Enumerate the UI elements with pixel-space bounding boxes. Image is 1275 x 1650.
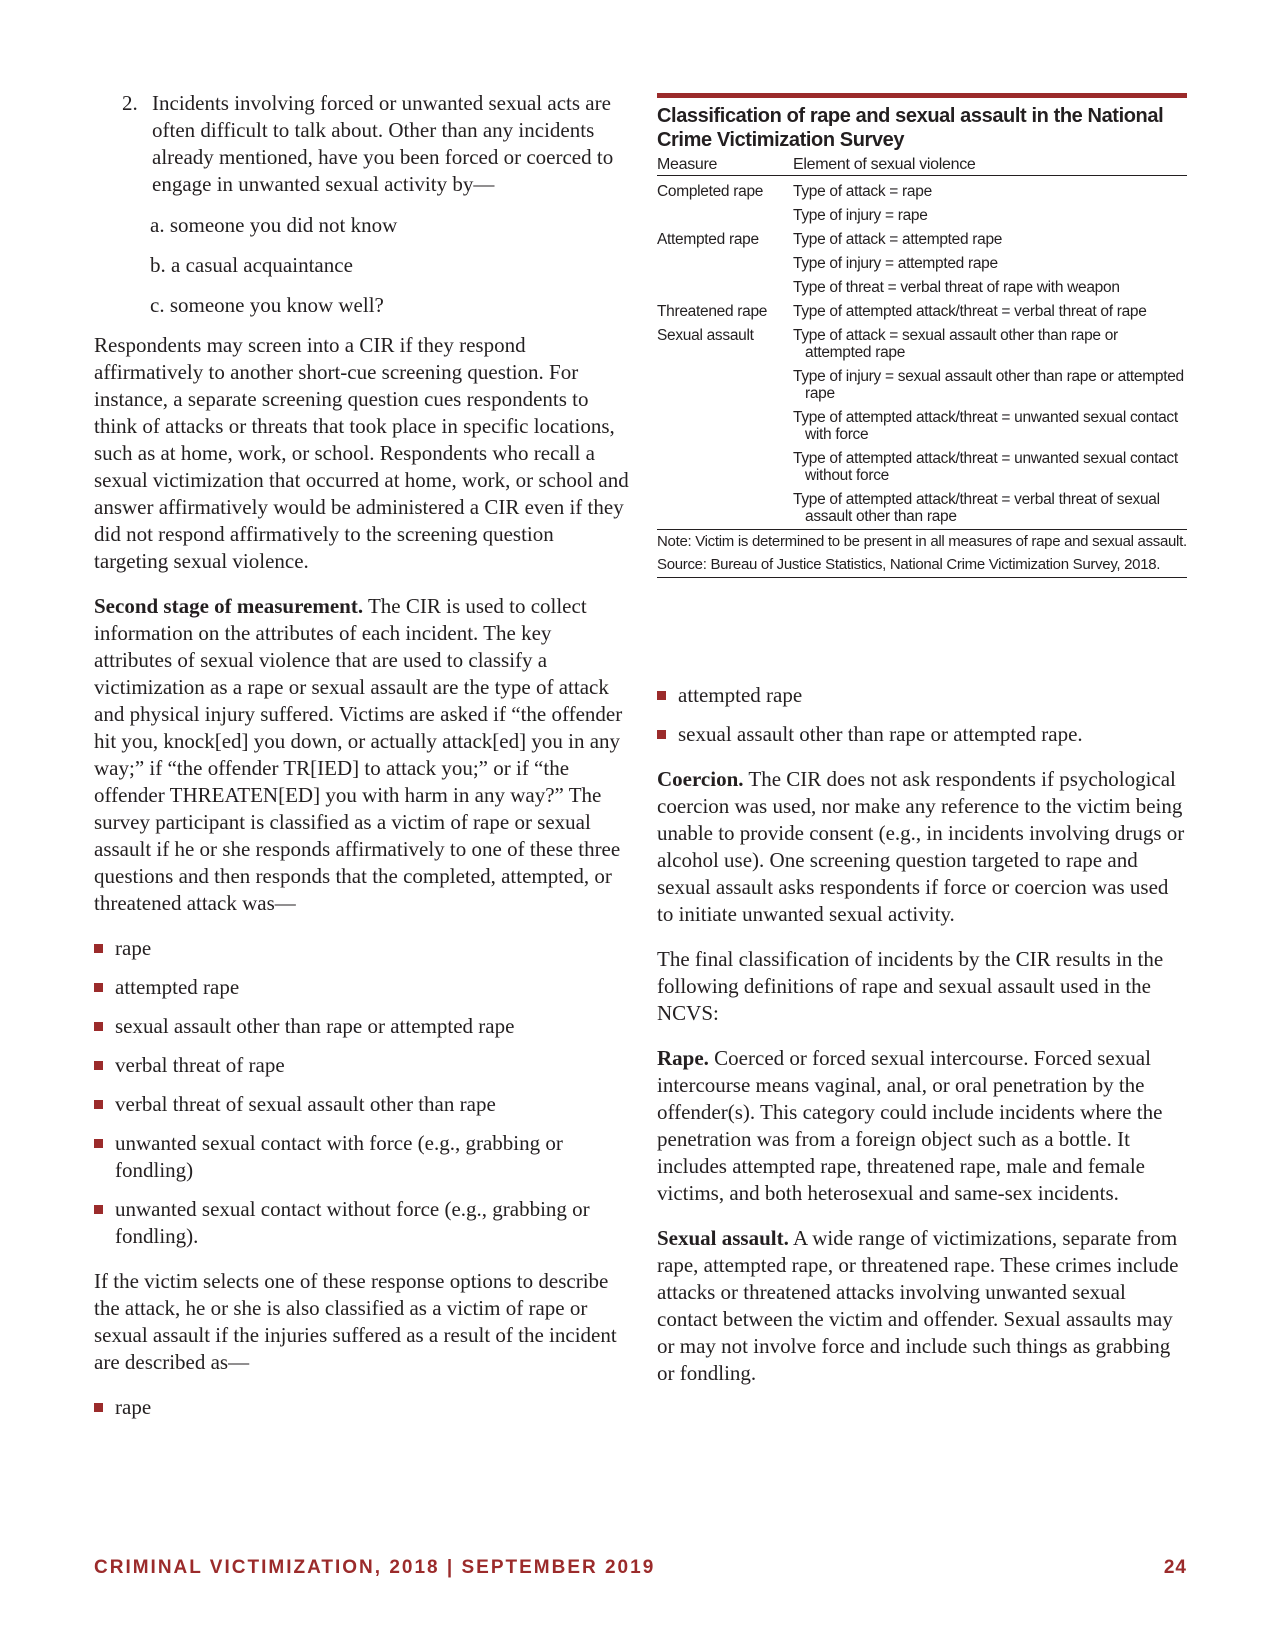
list-item: attempted rape <box>94 974 629 1001</box>
table-row <box>657 279 1187 296</box>
list-item: verbal threat of rape <box>94 1052 629 1079</box>
cell-element: Type of attack = rape <box>793 183 932 200</box>
table-header <box>657 156 1187 176</box>
paragraph-sexual-assault-definition <box>657 1225 1187 1387</box>
list-item: unwanted sexual contact without force (e.g., grabbing or fondling). <box>94 1196 629 1250</box>
question-number: 2. <box>122 91 138 115</box>
table-row <box>657 327 1187 361</box>
left-column <box>94 90 629 1439</box>
cell-measure <box>657 450 793 484</box>
cell-element: Type of injury = attempted rape <box>793 255 998 272</box>
table-note: Note: Victim is determined to be present in all measures of rape and sexual assault. <box>657 533 1187 550</box>
cell-measure: Attempted rape <box>657 231 759 248</box>
cell-element: Type of attempted attack/threat = unwanted sexual contact without force <box>793 450 1178 484</box>
option-b: b. a casual acquaintance <box>150 253 353 277</box>
list-item: sexual assault other than rape or attempted rape <box>94 1013 629 1040</box>
paragraph-injuries: If the victim selects one of these response options to describe the attack, he or she is also classified as a victim of rape or sexual assault if the injuries suffered as a result of the incident are described as— <box>94 1269 617 1374</box>
cell-measure <box>657 255 793 272</box>
table-row <box>657 183 1187 200</box>
screening-question <box>94 90 629 198</box>
cell-element: Type of attempted attack/threat = verbal threat of sexual assault other than rape <box>793 491 1160 525</box>
header-measure: Measure <box>657 156 718 173</box>
injury-type-list <box>94 1394 629 1421</box>
paragraph-coercion <box>657 766 1187 928</box>
cell-measure <box>657 279 793 296</box>
cell-measure <box>657 368 793 402</box>
option-a: a. someone you did not know <box>150 213 398 237</box>
option-c: c. someone you know well? <box>150 293 384 317</box>
table-row <box>657 409 1187 443</box>
paragraph-final-classification: The final classification of incidents by the CIR results in the following definitions of rape and sexual assault used in the NCVS: <box>657 947 1164 1025</box>
list-item: rape <box>94 1394 629 1421</box>
second-stage-text: The CIR is used to collect information on the attributes of each incident. The key attributes of sexual violence that are used to classify a victimization as a rape or sexual assault are the type of attack and physical injury suffered. Victims are asked if “the offender hit you, knock[ed] you down, or actually attack[ed] you in any way;” if “the offender TR[IED] to attack you;” or if “the offender THREATEN[ED] you with harm in any way?” The survey participant is classified as a victim of rape or sexual assault if he or she responds affirmatively to one of these three questions and then responds that the completed, attempted, or threatened attack was— <box>94 594 623 915</box>
table-title: Classification of rape and sexual assault in the National Crime Victimization Survey <box>657 105 1164 151</box>
cell-measure <box>657 491 793 525</box>
paragraph-second-stage <box>94 593 629 917</box>
page-number: 24 <box>1163 1557 1187 1578</box>
table-notes <box>657 529 1187 578</box>
cell-element: Type of injury = sexual assault other than rape or attempted rape <box>793 368 1184 402</box>
sexual-assault-heading: Sexual assault. <box>657 1226 789 1250</box>
rape-text: Coerced or forced sexual intercourse. Forced sexual intercourse means vaginal, anal, or oral penetration by the offender(s). This category could include incidents where the penetration was from a foreign object such as a bottle. It includes attempted rape, threatened rape, male and female victims, and both heterosexual and same-sex incidents. <box>657 1046 1163 1205</box>
list-item: verbal threat of sexual assault other than rape <box>94 1091 629 1118</box>
cell-measure: Completed rape <box>657 183 764 200</box>
cell-element: Type of threat = verbal threat of rape with weapon <box>793 279 1120 296</box>
rape-heading: Rape. <box>657 1046 709 1070</box>
cell-element: Type of attack = attempted rape <box>793 231 1003 248</box>
cell-element: Type of injury = rape <box>793 207 928 224</box>
table-row <box>657 491 1187 525</box>
list-item: sexual assault other than rape or attempted rape. <box>657 721 1187 748</box>
footer-title: CRIMINAL VICTIMIZATION, 2018 | SEPTEMBER 2019 <box>94 1557 656 1578</box>
paragraph-screening: Respondents may screen into a CIR if they respond affirmatively to another short-cue screening question. For instance, a separate screening question cues respondents to think of attacks or threats that took place in specific locations, such as at home, work, or school. Respondents who recall a sexual victimization that occurred at home, work, or school and answer affirmatively would be administered a CIR even if they did not respond affirmatively to the screening question targeting sexual violence. <box>94 333 629 573</box>
cell-measure <box>657 207 793 224</box>
injury-type-list-continued <box>657 682 1187 748</box>
cell-measure <box>657 409 793 443</box>
header-element: Element of sexual violence <box>793 156 976 173</box>
list-item: rape <box>94 935 629 962</box>
table-row <box>657 255 1187 272</box>
paragraph-rape-definition <box>657 1045 1187 1207</box>
cell-measure: Threatened rape <box>657 303 768 320</box>
second-stage-heading: Second stage of measurement. <box>94 594 364 618</box>
table-row <box>657 368 1187 402</box>
cell-element: Type of attempted attack/threat = unwanted sexual contact with force <box>793 409 1178 443</box>
table-row <box>657 303 1187 320</box>
attack-type-list <box>94 935 629 1250</box>
cell-element: Type of attempted attack/threat = verbal threat of rape <box>793 303 1147 320</box>
question-text: Incidents involving forced or unwanted sexual acts are often difficult to talk about. Other than any incidents already mentioned, have you been forced or coerced to engage in unwanted sexual activity by— <box>152 91 614 196</box>
table-row <box>657 207 1187 224</box>
coercion-heading: Coercion. <box>657 767 744 791</box>
cell-element: Type of attack = sexual assault other than rape or attempted rape <box>793 327 1118 361</box>
list-item: attempted rape <box>657 682 1187 709</box>
classification-table <box>657 93 1187 578</box>
sexual-assault-text: A wide range of victimizations, separate from rape, attempted rape, or threatened rape. These crimes include attacks or threatened attacks involving unwanted sexual contact between the victim and offender. Sexual assaults may or may not involve force and include such things as grabbing or fondling. <box>657 1226 1179 1385</box>
coercion-text: The CIR does not ask respondents if psychological coercion was used, nor make any reference to the victim being unable to provide consent (e.g., in incidents involving drugs or alcohol use). One screening question targeted to rape and sexual assault asks respondents if force or coercion was used to initiate unwanted sexual activity. <box>657 767 1185 926</box>
list-item: unwanted sexual contact with force (e.g., grabbing or fondling) <box>94 1130 629 1184</box>
page-footer <box>94 1557 1187 1579</box>
right-column <box>657 682 1187 1405</box>
table-row <box>657 450 1187 484</box>
table-row <box>657 231 1187 248</box>
table-source: Source: Bureau of Justice Statistics, National Crime Victimization Survey, 2018. <box>657 556 1161 573</box>
cell-measure: Sexual assault <box>657 327 754 344</box>
